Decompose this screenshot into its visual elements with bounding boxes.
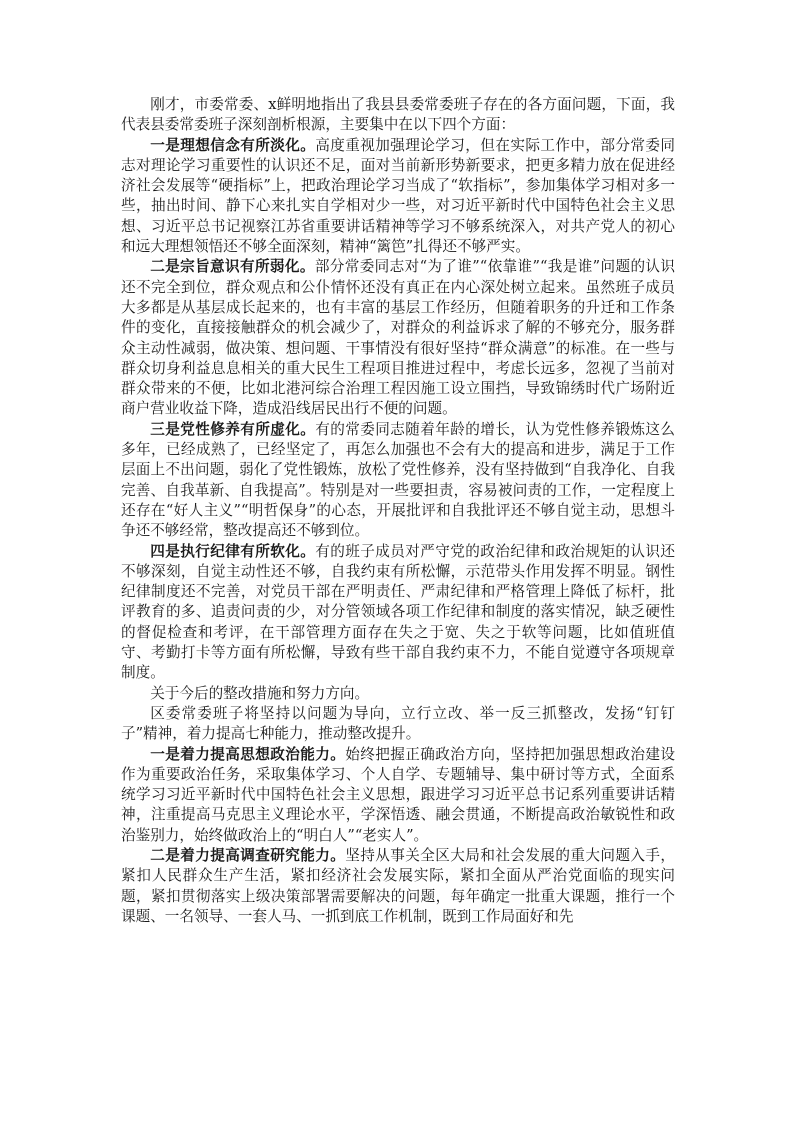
paragraph-text: 始终把握正确政治方向，坚持把加强思想政治建设作为重要政治任务，采取集体学习、个人自学、专题辅导、集中研讨等方式，全面系统学习习近平新时代中国特色社会主义思想，跟进学习习近平总书记系列重要讲话精神，注重提高马克思主义理论水平，学深悟透、融会贯通，不断提高政治敏锐性和政治鉴别力，始终做政治上的“明白人”“老实人”。	[121, 745, 675, 844]
paragraph-text: 关于今后的整改措施和努力方向。	[150, 684, 370, 702]
paragraph-heading: 二是宗旨意识有所弱化。	[150, 258, 315, 276]
paragraph-heading: 四是执行纪律有所软化。	[150, 542, 316, 560]
document-body	[121, 95, 675, 927]
paragraph-rectification-title	[121, 684, 675, 704]
paragraph-text: 刚才，市委常委、x鲜明地指出了我县县委常委班子存在的各方面问题，下面，我代表县委常委班子深刻剖析根源，主要集中在以下四个方面：	[121, 96, 675, 134]
paragraph-text: 有的班子成员对严守党的政治纪律和政治规矩的认识还不够深刻，自觉主动性还不够，自我约束有所松懈，示范带头作用发挥不明显。钢性纪律制度还不完善，对党员干部在严明责任、严肃纪律和严格管理上降低了标杆，批评教育的多、追责问责的少，对分管领域各项工作纪律和制度的落实情况，缺乏硬性的督促检查和考评，在干部管理方面存在失之于宽、失之于软等问题，比如值班值守、考勤打卡等方面有所松懈，导致有些干部自我约束不力，不能自觉遵守各项规章制度。	[121, 542, 675, 682]
paragraph-text: 坚持从事关全区大局和社会发展的重大问题入手，紧扣人民群众生产生活，紧扣经济社会发展实际，紧扣全面从严治党面临的现实问题，紧扣贯彻落实上级决策部署需要解决的问题，每年确定一批重大课题，推行一个课题、一名领导、一套人马、一抓到底工作机制，既到工作局面好和先	[121, 846, 675, 925]
paragraph-text: 高度重视加强理论学习，但在实际工作中，部分常委同志对理论学习重要性的认识还不足，面对当前新形势新要求，把更多精力放在促进经济社会发展等“硬指标”上，把政治理论学习当成了“软指标”，参加集体学习相对多一些，抽出时间、静下心来扎实自学相对少一些，对习近平新时代中国特色社会主义思想、习近平总书记视察江苏省重要讲话精神等学习不够系统深入，对共产党人的初心和远大理想领悟还不够全面深刻，精神“篱笆”扎得还不够严实。	[121, 136, 675, 256]
paragraph-political-ability	[121, 745, 675, 846]
paragraph-intro	[121, 95, 675, 136]
paragraph-purpose	[121, 257, 675, 419]
paragraph-ideals	[121, 136, 675, 258]
paragraph-heading: 一是着力提高思想政治能力。	[150, 745, 346, 763]
paragraph-text: 有的常委同志随着年龄的增长，认为党性修养锻炼这么多年，已经成熟了，已经坚定了，再怎么加强也不会有大的提高和进步，满足于工作层面上不出问题，弱化了党性锻炼，放松了党性修养，没有坚持做到“自我净化、自我完善、自我革新、自我提高”。特别是对一些要担责，容易被问责的工作，一定程度上还存在“好人主义”“明哲保身”的心态，开展批评和自我批评还不够自觉主动，思想斗争还不够经常，整改提高还不够到位。	[121, 420, 675, 540]
paragraph-party-spirit	[121, 420, 675, 542]
paragraph-text: 部分常委同志对“为了谁”“依靠谁”“我是谁”问题的认识还不完全到位，群众观点和公仆情怀还没有真正在内心深处树立起来。虽然班子成员大多都是从基层成长起来的，也有丰富的基层工作经历，但随着职务的升迁和工作条件的变化，直接接触群众的机会减少了，对群众的利益诉求了解的不够充分，服务群众主动性减弱，做决策、想问题、干事情没有很好坚持“群众满意”的标准。在一些与群众切身利益息息相关的重大民生工程项目推进过程中，考虑长远多，忽视了当前对群众带来的不便，比如北港河综合治理工程因施工设立围挡，导致锦绣时代广场附近商户营业收益下降，造成沿线居民出行不便的问题。	[121, 258, 675, 418]
paragraph-heading: 三是党性修养有所虚化。	[150, 420, 316, 438]
paragraph-discipline	[121, 542, 675, 684]
paragraph-rectification-intro	[121, 704, 675, 745]
paragraph-text: 区委常委班子将坚持以问题为导向，立行立改、举一反三抓整改，发扬“钉钉子”精神，着力提高七种能力，推动整改提升。	[121, 704, 675, 743]
paragraph-research-ability	[121, 846, 675, 927]
paragraph-heading: 一是理想信念有所淡化。	[150, 136, 316, 154]
paragraph-heading: 二是着力提高调查研究能力。	[150, 846, 346, 864]
